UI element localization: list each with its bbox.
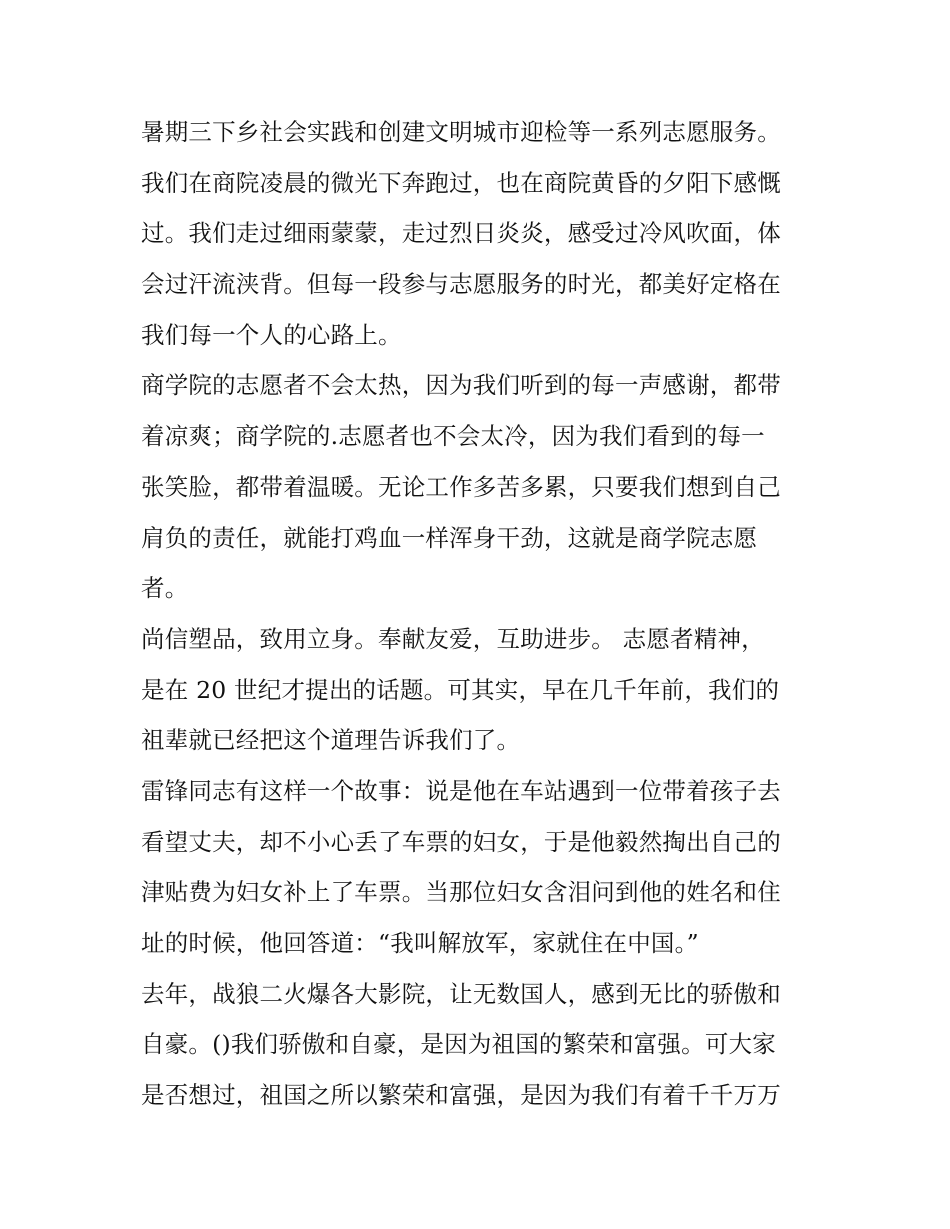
- body-text: [141, 107, 831, 1121]
- text-line: 暑期三下乡社会实践和创建文明城市迎检等一系列志愿服务。: [141, 118, 781, 146]
- text-line: 自豪。()我们骄傲和自豪，是因为祖国的繁荣和富强。可大家: [141, 1030, 776, 1059]
- text-line: 过。我们走过细雨蒙蒙，走过烈日炎炎，感受过冷风吹面，体: [141, 219, 781, 248]
- text-line: 是在 20 世纪才提出的话题。可其实，早在几千年前，我们的: [141, 675, 780, 704]
- text-line: 址的时候，他回答道：“我叫解放军，家就住在中国。”: [141, 929, 699, 957]
- text-line: 会过汗流浃背。但每一段参与志愿服务的时光，都美好定格在: [141, 270, 781, 299]
- text-line: 去年，战狼二火爆各大影院，让无数国人，感到无比的骄傲和: [141, 979, 781, 1008]
- text-line: 张笑脸，都带着温暖。无论工作多苦多累，只要我们想到自己: [141, 472, 781, 501]
- text-line: 是否想过，祖国之所以繁荣和富强，是因为我们有着千千万万: [141, 1081, 781, 1110]
- text-line: 祖辈就已经把这个道理告诉我们了。: [141, 726, 521, 755]
- text-line: 我们每一个人的心路上。: [141, 320, 402, 349]
- text-line: 商学院的志愿者不会太热，因为我们听到的每一声感谢，都带: [141, 371, 781, 400]
- text-line: 看望丈夫，却不小心丢了车票的妇女，于是他毅然掏出自己的: [141, 827, 781, 856]
- text-line: 肩负的责任，就能打鸡血一样浑身干劲，这就是商学院志愿: [141, 523, 758, 552]
- text-line: 着凉爽；商学院的.志愿者也不会太冷，因为我们看到的每一: [141, 422, 765, 451]
- text-line: 者。: [141, 574, 189, 603]
- text-line: 雷锋同志有这样一个故事：说是他在车站遇到一位带着孩子去: [141, 776, 781, 805]
- text-line: 我们在商院凌晨的微光下奔跑过，也在商院黄昏的夕阳下感慨: [141, 168, 781, 197]
- text-line: 津贴费为妇女补上了车票。当那位妇女含泪问到他的姓名和住: [141, 878, 781, 907]
- text-line: 尚信塑品，致用立身。奉献友爱，互助进步。 志愿者精神，: [141, 624, 765, 653]
